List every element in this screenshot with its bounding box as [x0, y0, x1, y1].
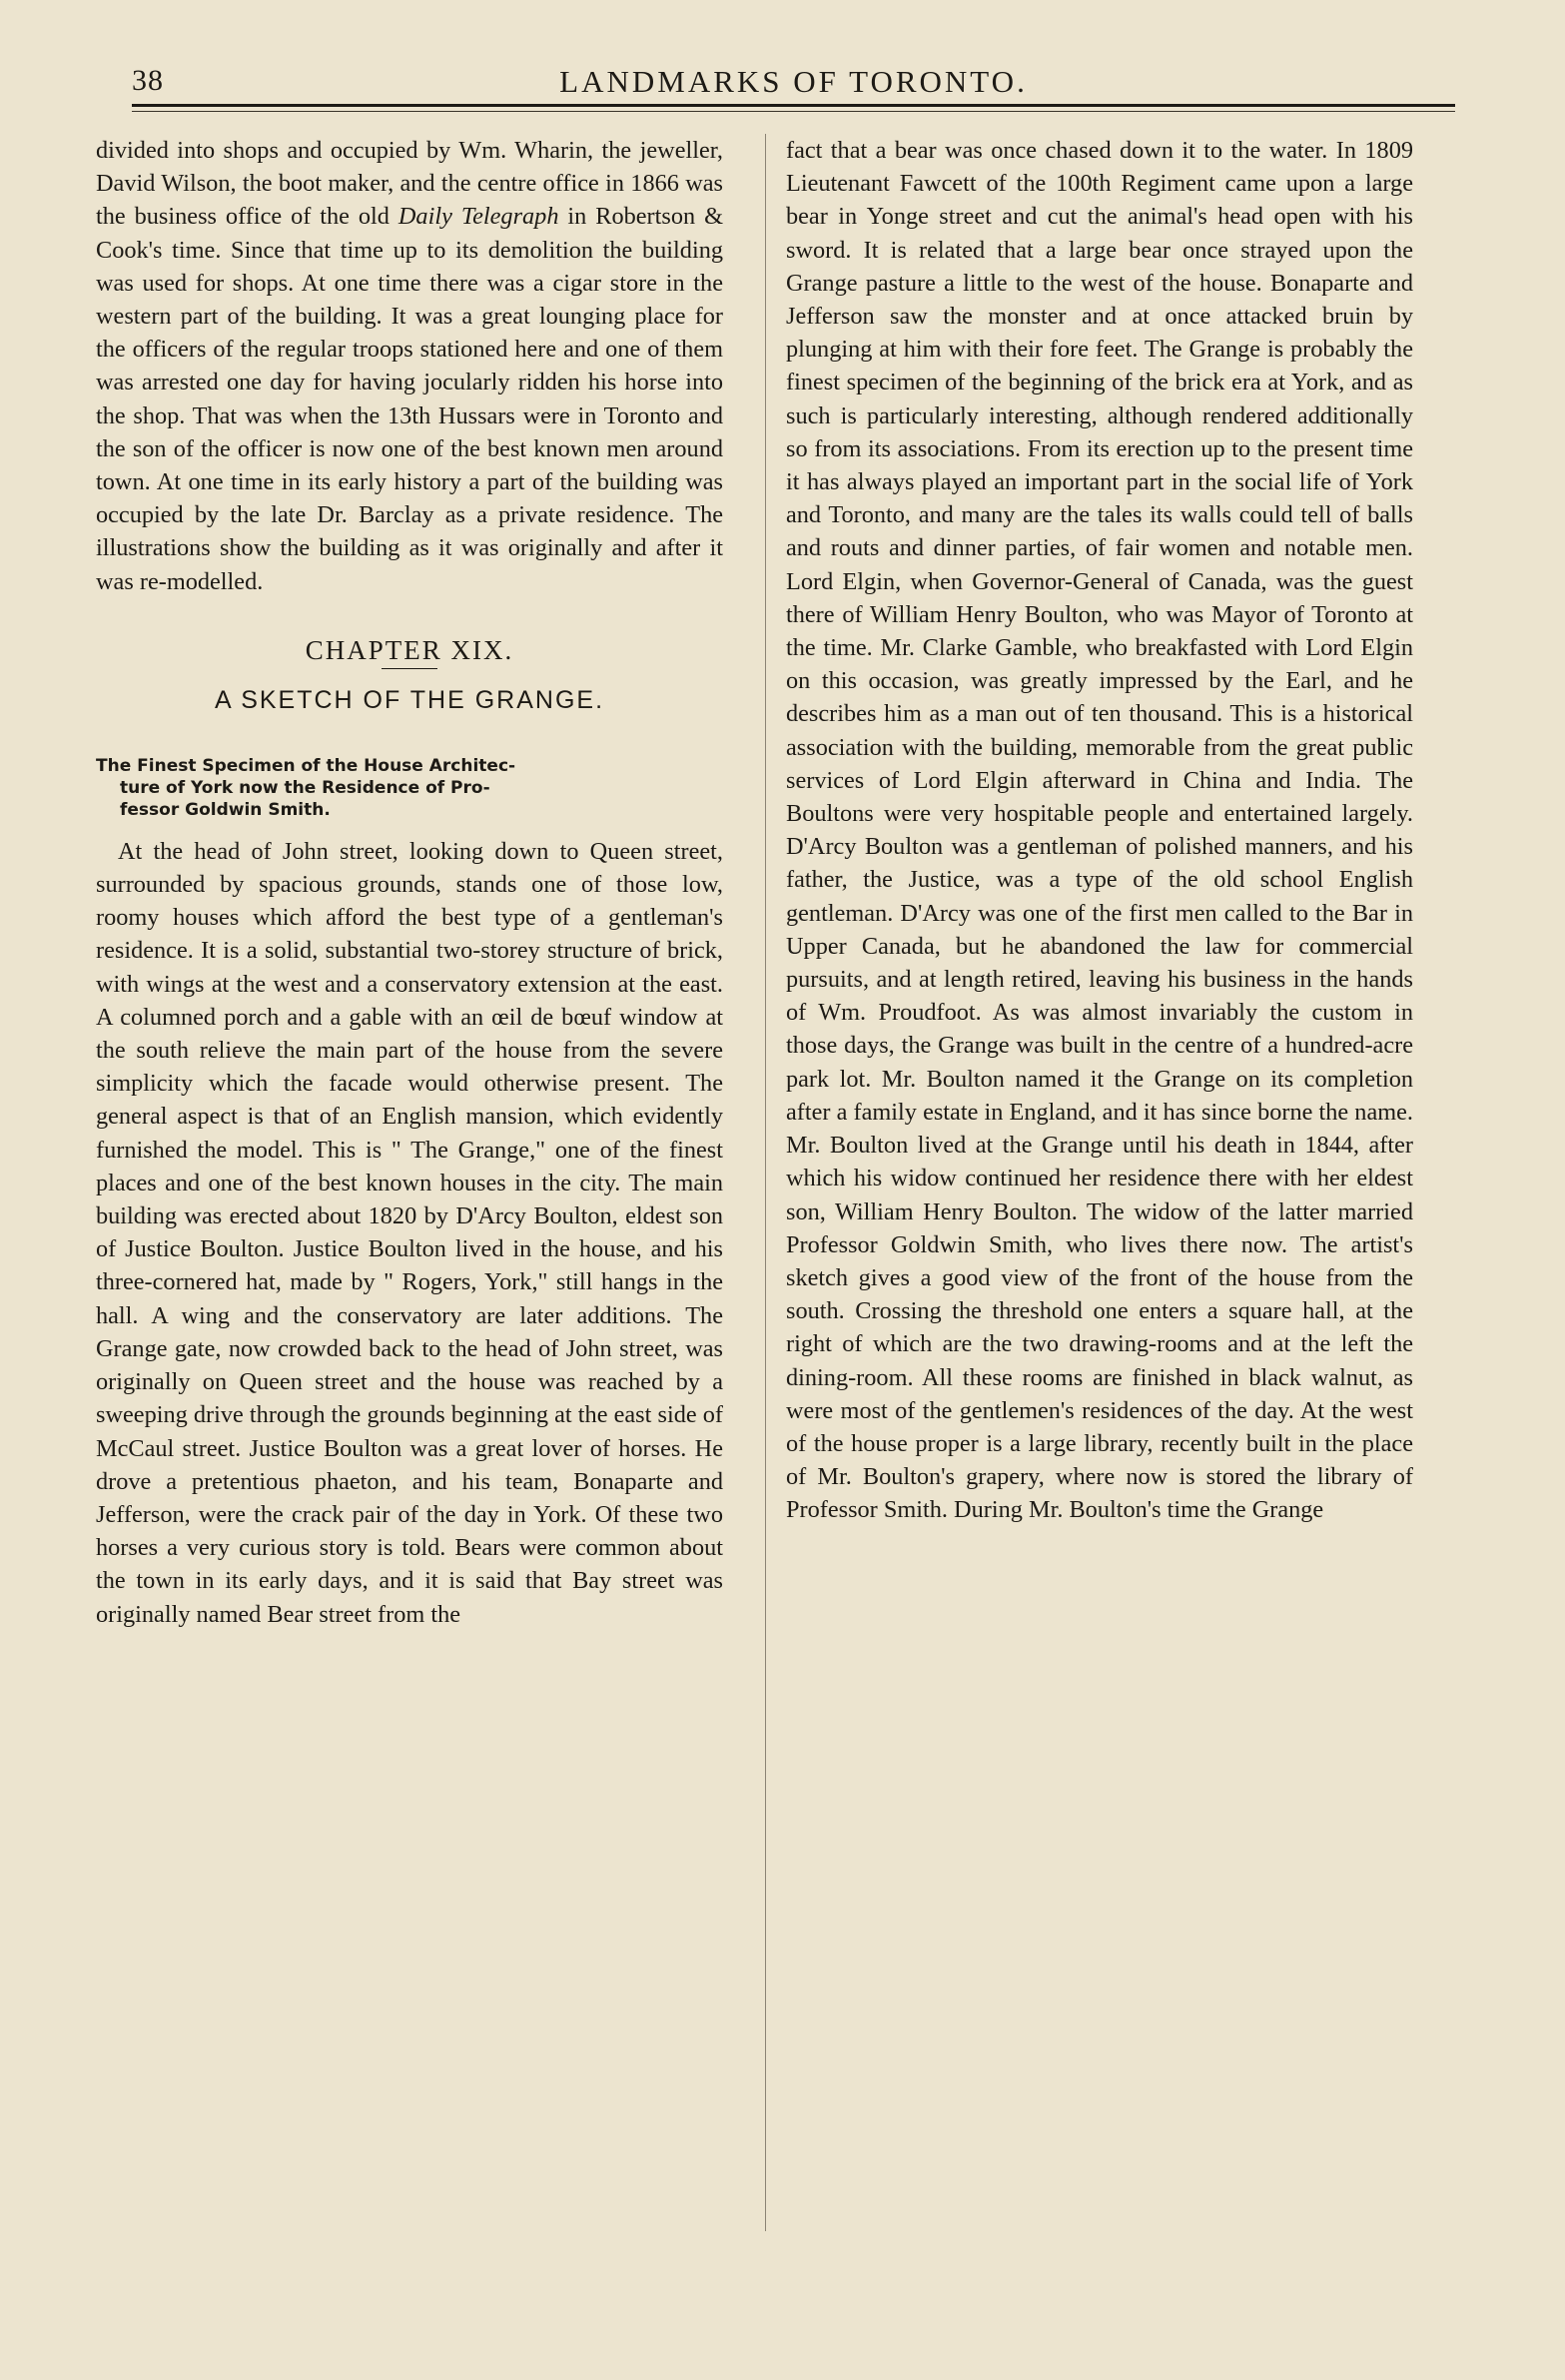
page-number: 38 — [132, 64, 164, 97]
chapter-number: CHAPTER XIX. — [305, 634, 514, 665]
running-title: LANDMARKS OF TORONTO. — [559, 64, 1028, 99]
body-paragraph-continued: fact that a bear was once chased down it to the water. In 1809 Lieutenant Fawcett of the 100th Regiment came upon a large bear in Yonge street and cut the animal's head open with his sword. It is related that a large bear once strayed upon the Grange pasture a little to the west of the house. Bonaparte and Jefferson saw the monster and at once attacked bruin by plunging at him with their fore feet. The Grange is probably the finest specimen of the beginning of the brick era at York, and as such is particularly interesting, although rendered additionally so from its associations. From its erection up to the present time it has always played an important part in the social life of York and Toronto, and many are the tales its walls could tell of balls and routs and dinner parties, of fair women and notable men. Lord Elgin, when Governor-General of Canada, was the guest there of William Henry Boulton, who was Mayor of Toronto at the time. Mr. Clarke Gamble, who breakfasted with Lord Elgin on this occasion, was greatly impressed by the Earl, and he describes him as a man out of ten thousand. This is a historical association with the building, memorable from the great public services of Lord Elgin afterward in China and India. The Boultons were very hospitable people and entertained largely. D'Arcy Boulton was a gentleman of polished manners, and his father, the Justice, was a type of the old school English gentleman. D'Arcy was one of the first men called to the Bar in Upper Canada, but he abandoned the law for commercial pursuits, and at length retired, leaving his business in the hands of Wm. Proudfoot. As was almost invariably the custom in those days, the Grange was built in the centre of a hundred-acre park lot. Mr. Boulton named it the Grange on its completion after a family estate in England, and it has since borne the name. Mr. Boulton lived at the Grange until his death in 1844, after which his widow continued her residence there with her eldest son, William Henry Boulton. The widow of the latter married Professor Goldwin Smith, who lives there now. The artist's sketch gives a good view of the front of the house from the south. Crossing the threshold one enters a square hall, at the right of which are the two drawing-rooms and at the left the dining-room. All these rooms are finished in black walnut, as were most of the gentlemen's residences of the day. At the west of the house proper is a large library, recently built in the place of Mr. Boulton's grapery, where now is stored the library of Professor Smith. During Mr. Boulton's time the Grange — [786, 137, 1413, 1524]
chapter-subheading — [96, 755, 723, 821]
paragraph-text-part-1: divided into shops and occupied by Wm. Wharin, the jeweller, David Wilson, the boot maker, and the centre office in 1866 was the business office of the old — [96, 137, 723, 231]
continued-paragraph — [96, 134, 723, 598]
page-header — [132, 58, 1455, 108]
chapter-divider — [382, 668, 437, 669]
left-column — [96, 134, 723, 1631]
paragraph-text-part-2: in Robertson & Cook's time. Since that time up to its demolition the building was used for shops. At one time there was a cigar store in the western part of the building. It was a great lounging place for the officers of the regular troops stationed here and one of them was arrested one day for having jocularly ridden his horse into the shop. That was when the 13th Hussars were in Toronto and the son of the officer is now one of the best known men around town. At one time in its early history a part of the building was occupied by the late Dr. Barclay as a private residence. The illustrations show the building as it was originally and after it was re-modelled. — [96, 203, 723, 595]
subheading-line-2: ture of York now the Residence of Pro- — [120, 777, 490, 798]
header-rule-thin — [132, 111, 1455, 112]
chapter-title: A SKETCH OF THE GRANGE. — [214, 685, 605, 714]
subheading-line-3: fessor Goldwin Smith. — [120, 799, 331, 820]
header-rule — [132, 104, 1455, 107]
body-paragraph: At the head of John street, looking down to Queen street, surrounded by spacious grounds, stands one of those low, roomy houses which afford the best type of a gentleman's residence. It is a solid, substantial two-storey structure of brick, with wings at the west and a conservatory extension at the east. A columned porch and a gable with an œil de bœuf window at the south relieve the main part of the house from the severe simplicity which the facade would otherwise present. The general aspect is that of an English mansion, which evidently furnished the model. This is " The Grange," one of the finest places and one of the best known houses in the city. The main building was erected about 1820 by D'Arcy Boulton, eldest son of Justice Boulton. Justice Boulton lived in the house, and his three-cornered hat, made by " Rogers, York," still hangs in the hall. A wing and the conservatory are later additions. The Grange gate, now crowded back to the head of John street, was originally on Queen street and the house was reached by a sweeping drive through the grounds beginning at the east side of McCaul street. Justice Boulton was a great lover of horses. He drove a pretentious phaeton, and his team, Bonaparte and Jefferson, were the crack pair of the day in York. Of these two horses a very curious story is told. Bears were common about the town in its early days, and it is said that Bay street was originally named Bear street from the — [96, 837, 723, 1628]
chapter-heading — [96, 632, 723, 717]
column-divider — [765, 134, 766, 2231]
right-column — [786, 134, 1413, 1527]
newspaper-title: Daily Telegraph — [397, 203, 559, 231]
subheading-line-1: The Finest Specimen of the House Architec- — [96, 755, 516, 776]
